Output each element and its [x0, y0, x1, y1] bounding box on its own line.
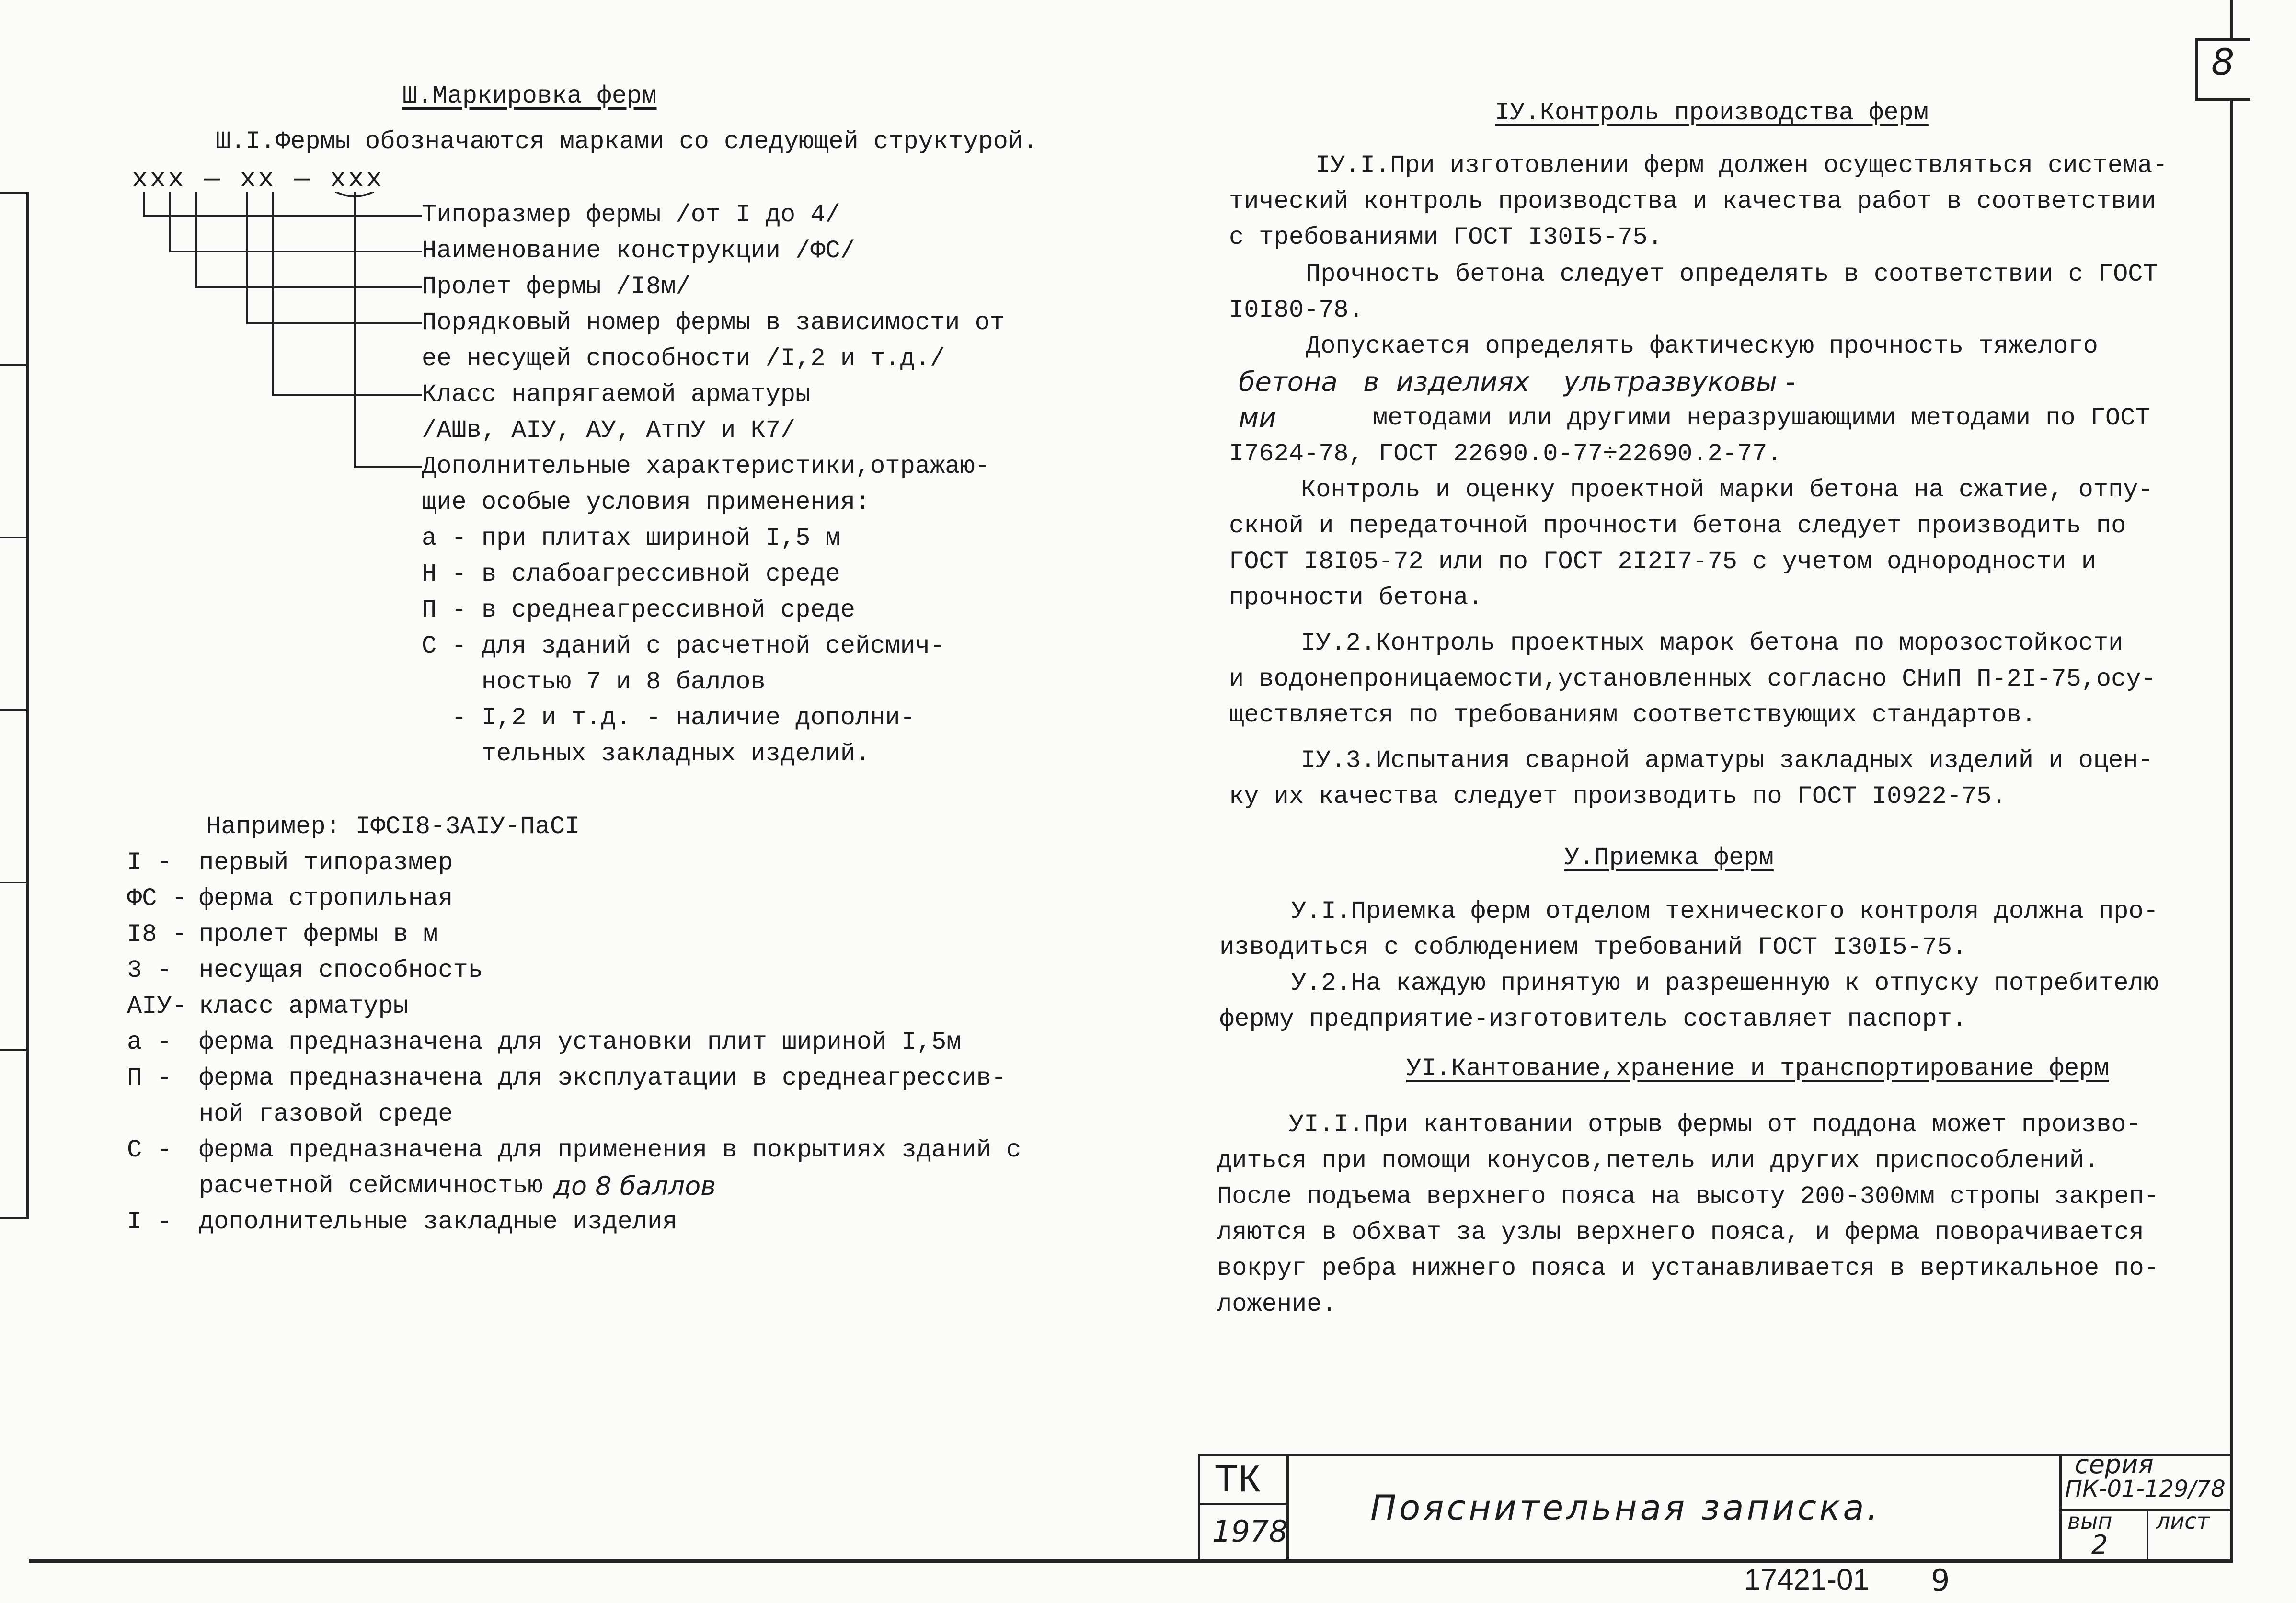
tk-label: ТК	[1215, 1457, 1261, 1500]
title-block-divider	[2059, 1454, 2062, 1559]
example-text: ферма стропильная	[199, 884, 453, 913]
example-text: ферма предназначена для применения в покрытиях зданий с	[199, 1136, 1022, 1164]
section4-p3	[1229, 328, 2150, 472]
example-text: пролет фермы в м	[199, 920, 438, 949]
example-code: АIУ-	[127, 992, 187, 1020]
section6-p1	[1217, 1107, 2159, 1322]
example-text: ной газовой среде	[199, 1100, 453, 1128]
page-frame-right	[2230, 0, 2233, 1563]
text-line: вокруг ребра нижнего пояса и устанавливается в вертикальное по-	[1217, 1254, 2159, 1282]
issue-label: вып	[2067, 1508, 2112, 1534]
example-code	[127, 1097, 199, 1133]
section4-title: IУ.Контроль производства ферм	[1495, 99, 1929, 127]
text-line: I7624-78, ГОСТ 22690.0-77÷22690.2-77.	[1229, 440, 1782, 468]
example-item	[127, 1205, 1021, 1241]
legend-line: щие особые условия применения:	[422, 488, 871, 516]
legend-line: Н - в слабоагрессивной среде	[422, 560, 840, 588]
text-line: Прочность бетона следует определять в соответствии с ГОСТ	[1306, 260, 2158, 288]
binding-tick	[0, 192, 29, 194]
section4-p5	[1229, 625, 2156, 733]
footer-page: 9	[1931, 1563, 1950, 1598]
example-item	[127, 1097, 1021, 1133]
legend-line: тельных закладных изделий.	[422, 740, 871, 768]
text-line: I0I80-78.	[1229, 296, 1364, 324]
example-code: ФС -	[127, 884, 187, 913]
example-label: Например: IФСI8-3АIУ-ПаСI	[206, 813, 580, 841]
example-text: ферма предназначена для установки плит шириной I,5м	[199, 1028, 962, 1056]
example-code	[127, 1169, 199, 1205]
section4-p4	[1229, 472, 2153, 616]
handwritten-line: бетона в изделиях ультразвуковы -	[1239, 366, 1796, 398]
text-line: После подъема верхнего пояса на высоту 200-300мм стропы закреп-	[1217, 1182, 2159, 1211]
example-code: I8 -	[127, 920, 187, 949]
doc-number: 17421-01	[1744, 1563, 1870, 1596]
example-item	[127, 989, 1021, 1025]
example-text: несущая способность	[199, 956, 483, 985]
binding-strip-line	[26, 192, 29, 1217]
text-line: IУ.2.Контроль проектных марок бетона по морозостойкости	[1301, 629, 2124, 657]
legend-line: Пролет фермы /I8м/	[422, 273, 691, 301]
sheet-label: лист	[2156, 1508, 2210, 1534]
example-list	[127, 846, 1021, 1241]
example-code: П -	[127, 1064, 172, 1092]
binding-tick	[0, 1049, 29, 1051]
legend-line: П - в среднеагрессивной среде	[422, 596, 855, 624]
text-line: ляются в обхват за узлы верхнего пояса, и ферма поворачивается	[1217, 1218, 2144, 1247]
legend-line: ее несущей способности /I,2 и т.д./	[422, 344, 945, 373]
example-code: I -	[127, 848, 172, 877]
year-label: 1978	[1212, 1514, 1288, 1549]
text-line: У.2.На каждую принятую и разрешенную к отпуску потребителю	[1291, 969, 2158, 997]
binding-tick	[0, 364, 29, 366]
text-line: ГОСТ I8I05-72 или по ГОСТ 2I2I7-75 с учетом однородности и	[1229, 548, 2096, 576]
legend-line: Дополнительные характеристики,отражаю-	[422, 452, 990, 481]
text-line: ществляется по требованиям соответствующих стандартов.	[1229, 701, 2037, 729]
example-code: I -	[127, 1208, 172, 1236]
example-item	[127, 1061, 1021, 1097]
binding-tick	[0, 709, 29, 711]
section5-p2	[1219, 965, 2158, 1037]
section3-title: Ш.Маркировка ферм	[402, 82, 657, 110]
section4-p6	[1229, 743, 2153, 814]
binding-tick	[0, 537, 29, 538]
example-item	[127, 882, 1021, 917]
binding-tick	[0, 1217, 29, 1219]
example-text: ферма предназначена для эксплуатации в среднеагрессив-	[199, 1064, 1007, 1092]
example-item	[127, 1133, 1021, 1169]
text-line: ферму предприятие-изготовитель составляет паспорт.	[1219, 1005, 1967, 1033]
text-line: и водонепроницаемости,установленных согласно СНиП П-2I-75,осу-	[1229, 665, 2156, 693]
page-frame-bottom	[29, 1559, 2233, 1563]
legend-line: Наименование конструкции /ФС/	[422, 237, 855, 265]
example-code: а -	[127, 1028, 172, 1056]
example-item	[127, 846, 1021, 882]
text-line: ложение.	[1217, 1290, 1337, 1318]
handwritten-word: ми	[1239, 402, 1276, 434]
mark-scheme-leader-lines	[125, 192, 436, 479]
mark-legend	[422, 198, 1005, 773]
handwritten-addition: до 8 баллов	[553, 1171, 716, 1201]
text-line-mixed	[1229, 400, 2150, 436]
example-item	[127, 953, 1021, 989]
legend-line: Порядковый номер фермы в зависимости от	[422, 309, 1005, 337]
section5-p1	[1219, 893, 2158, 965]
text-line: Допускается определять фактическую прочность тяжелого	[1306, 332, 2098, 360]
text-line: прочности бетона.	[1229, 584, 1483, 612]
document-title: Пояснительная записка.	[1370, 1488, 1881, 1528]
example-code: 3 -	[127, 956, 172, 985]
legend-line: С - для зданий с расчетной сейсмич-	[422, 632, 945, 660]
legend-line: - I,2 и т.д. - наличие дополни-	[422, 704, 915, 732]
text-line: изводиться с соблюдением требований ГОСТ I30I5-75.	[1219, 933, 1967, 962]
text-line: IУ.3.Испытания сварной арматуры закладных изделий и оцен-	[1301, 746, 2153, 775]
title-block-divider	[2147, 1509, 2148, 1559]
text-line: Контроль и оценку проектной марки бетона на сжатие, отпу-	[1301, 476, 2153, 504]
text-line: с требованиями ГОСТ I30I5-75.	[1229, 223, 1663, 252]
series-label: серия	[2075, 1449, 2154, 1479]
title-block-divider	[1198, 1503, 1286, 1505]
example-text: расчетной сейсмичностью	[199, 1172, 543, 1200]
section6-title: УI.Кантование,хранение и транспортирование ферм	[1406, 1054, 2109, 1083]
text-line: ку их качества следует производить по ГОСТ I0922-75.	[1229, 782, 2007, 811]
text-line: IУ.I.При изготовлении ферм должен осуществляться системa-	[1315, 151, 2168, 180]
text-line: тический контроль производства и качества работ в соответствии	[1229, 187, 2156, 216]
section4-p2	[1229, 256, 2158, 328]
section4-p1	[1229, 148, 2168, 255]
example-text: дополнительные закладные изделия	[199, 1208, 677, 1236]
example-text: первый типоразмер	[199, 848, 453, 877]
text-line: методами или другими неразрушающими методами по ГОСТ	[1373, 404, 2150, 432]
example-item	[127, 917, 1021, 953]
legend-line: Типоразмер фермы /от I до 4/	[422, 201, 840, 229]
series-value: ПК-01-129/78	[2065, 1476, 2226, 1502]
mark-scheme: ххх — хх — ххх	[132, 164, 384, 195]
text-line: диться при помощи конусов,петель или других приспособлений.	[1217, 1146, 2100, 1175]
section5-title: У.Приемка ферм	[1564, 844, 1774, 872]
page-number: 8	[2211, 41, 2235, 83]
example-item	[127, 1025, 1021, 1061]
text-line: скной и передаточной прочности бетона следует производить по	[1229, 512, 2126, 540]
legend-line: ностью 7 и 8 баллов	[422, 668, 766, 696]
legend-line: Класс напрягаемой арматуры	[422, 380, 811, 409]
legend-line: а - при плитах шириной I,5 м	[422, 524, 840, 552]
legend-line: /АШв, АIУ, АУ, АтпУ и К7/	[422, 416, 796, 445]
issue-value: 2	[2091, 1530, 2108, 1560]
text-line: У.I.Приемка ферм отделом технического контроля должна про-	[1291, 897, 2158, 926]
text-line: УI.I.При кантовании отрыв фермы от поддона может произво-	[1289, 1111, 2141, 1139]
example-text: класс арматуры	[199, 992, 408, 1020]
example-code: С -	[127, 1136, 172, 1164]
section3-intro: Ш.I.Фермы обозначаются марками со следующей структурой.	[216, 127, 1038, 156]
binding-tick	[0, 882, 29, 883]
example-item	[127, 1169, 1021, 1205]
